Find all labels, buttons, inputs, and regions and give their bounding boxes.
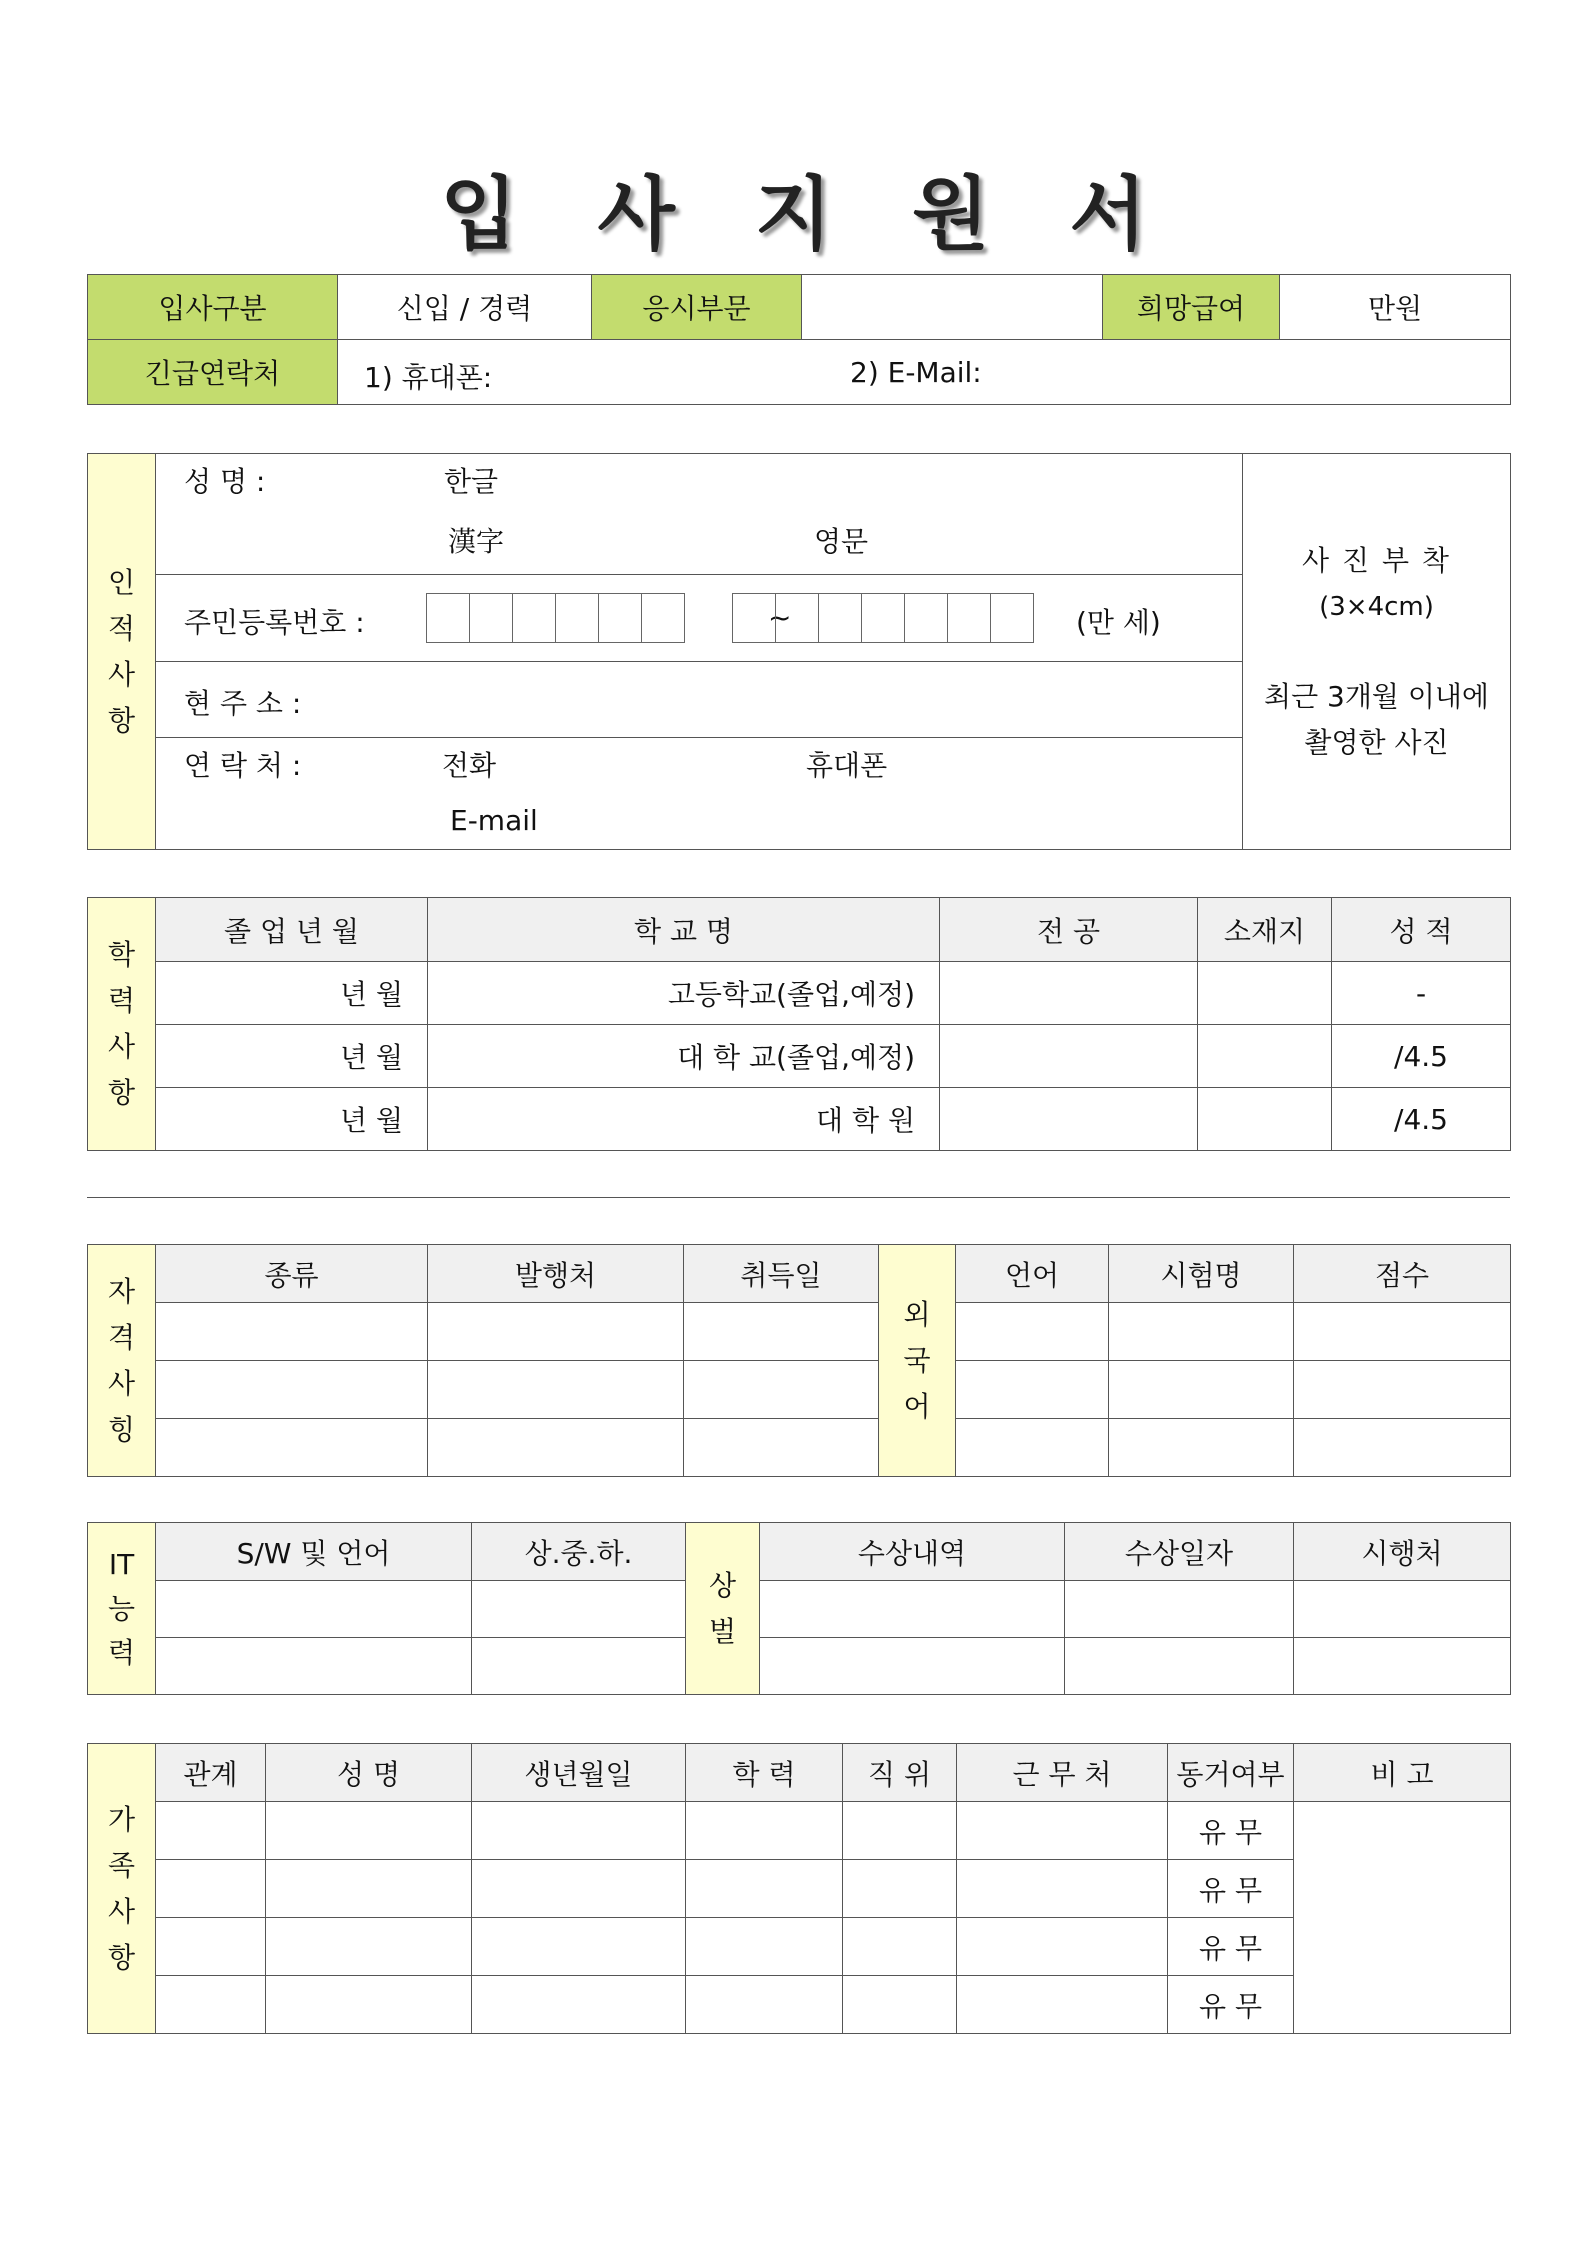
- it-cell[interactable]: [156, 1638, 472, 1695]
- award-cell[interactable]: [1294, 1638, 1511, 1695]
- table-row: [88, 1581, 1511, 1638]
- lang-cell[interactable]: [1109, 1303, 1294, 1361]
- table-row: [88, 1802, 1511, 1860]
- table-row: [88, 1361, 1511, 1419]
- address-label: 현 주 소 :: [184, 687, 302, 720]
- edu-date[interactable]: 년 월: [156, 962, 428, 1025]
- contact-label: 연 락 처 :: [184, 749, 302, 782]
- table-row: [88, 1303, 1511, 1361]
- family-cell[interactable]: [957, 1860, 1168, 1918]
- family-cell[interactable]: [472, 1802, 686, 1860]
- family-cell[interactable]: [156, 1976, 266, 2034]
- award-header-details: 수상내역: [760, 1523, 1065, 1581]
- lang-header-score: 점수: [1294, 1245, 1511, 1303]
- education-table: [87, 897, 1511, 1151]
- family-cell[interactable]: [686, 1802, 843, 1860]
- mobile-label: 휴대폰: [806, 749, 888, 782]
- edu-header-date: 졸 업 년 월: [156, 898, 428, 962]
- award-cell[interactable]: [1065, 1638, 1294, 1695]
- award-cell[interactable]: [760, 1581, 1065, 1638]
- family-table: [87, 1743, 1511, 2034]
- name-korean-label: 한글: [444, 465, 499, 498]
- family-header-cohabit: 동거여부: [1168, 1744, 1294, 1802]
- edu-location[interactable]: [1198, 962, 1332, 1025]
- license-header-date: 취득일: [684, 1245, 879, 1303]
- edu-major[interactable]: [940, 1088, 1198, 1151]
- photo-note-1: 최근 3개월 이내에: [1264, 679, 1489, 713]
- photo-note-2: 촬영한 사진: [1304, 725, 1449, 759]
- ssn-row: [156, 575, 1243, 662]
- salary-label: 희망급여: [1103, 275, 1280, 340]
- page-title: [0, 150, 1587, 265]
- family-cell[interactable]: [843, 1860, 957, 1918]
- edu-major[interactable]: [940, 1025, 1198, 1088]
- edu-school[interactable]: 대 학 교(졸업,예정): [428, 1025, 940, 1088]
- cohabit-option[interactable]: 유 무: [1168, 1976, 1294, 2034]
- photo-title: 사 진 부 착: [1302, 543, 1451, 577]
- cohabit-option[interactable]: 유 무: [1168, 1860, 1294, 1918]
- edu-grade[interactable]: -: [1332, 962, 1511, 1025]
- award-cell[interactable]: [1294, 1581, 1511, 1638]
- title-char: 원: [912, 168, 990, 261]
- family-cell[interactable]: [843, 1918, 957, 1976]
- license-cell[interactable]: [428, 1419, 684, 1477]
- family-cell[interactable]: [266, 1918, 472, 1976]
- name-hanja-label: 漢字: [448, 525, 505, 558]
- award-cell[interactable]: [1065, 1581, 1294, 1638]
- it-header-level: 상.중.하.: [472, 1523, 686, 1581]
- lang-header-test: 시험명: [1109, 1245, 1294, 1303]
- personal-section-label: 인적사항: [88, 454, 156, 850]
- table-row: [88, 1419, 1511, 1477]
- edu-header-major: 전 공: [940, 898, 1198, 962]
- photo-area[interactable]: [1243, 454, 1511, 850]
- salary-value[interactable]: 만원: [1280, 275, 1511, 340]
- license-header-type: 종류: [156, 1245, 428, 1303]
- photo-size: (3×4cm): [1319, 591, 1434, 622]
- education-section-label: 학력사항: [88, 898, 156, 1151]
- lang-cell[interactable]: [1294, 1419, 1511, 1477]
- license-cell[interactable]: [684, 1361, 879, 1419]
- personal-table: [87, 453, 1511, 850]
- license-cell[interactable]: [428, 1361, 684, 1419]
- family-header-name: 성 명: [266, 1744, 472, 1802]
- family-cell[interactable]: [472, 1976, 686, 2034]
- edu-major[interactable]: [940, 962, 1198, 1025]
- edu-date[interactable]: 년 월: [156, 1088, 428, 1151]
- it-award-table: [87, 1522, 1511, 1695]
- award-header-date: 수상일자: [1065, 1523, 1294, 1581]
- edu-location[interactable]: [1198, 1088, 1332, 1151]
- family-note-cell[interactable]: [1294, 1802, 1511, 2034]
- ssn-label: 주민등록번호 :: [184, 606, 365, 639]
- phone-label: 전화: [442, 749, 497, 782]
- family-header-position: 직 위: [843, 1744, 957, 1802]
- family-cell[interactable]: [472, 1860, 686, 1918]
- emergency-contact-label: 긴급연락처: [88, 340, 338, 405]
- family-cell[interactable]: [266, 1802, 472, 1860]
- age-label: (만 세): [1076, 606, 1161, 639]
- lang-cell[interactable]: [956, 1419, 1109, 1477]
- family-cell[interactable]: [156, 1802, 266, 1860]
- it-cell[interactable]: [472, 1638, 686, 1695]
- family-cell[interactable]: [957, 1802, 1168, 1860]
- name-row[interactable]: [156, 454, 1243, 575]
- family-header-note: 비 고: [1294, 1744, 1511, 1802]
- family-cell[interactable]: [686, 1976, 843, 2034]
- ssn-back-boxes[interactable]: [732, 593, 1034, 643]
- family-header-workplace: 근 무 처: [957, 1744, 1168, 1802]
- license-table: [87, 1244, 1511, 1477]
- license-cell[interactable]: [156, 1419, 428, 1477]
- license-header-issuer: 발행처: [428, 1245, 684, 1303]
- mobile-label: 1) 휴대폰:: [364, 361, 493, 394]
- family-section-label: 가족사항: [88, 1744, 156, 2034]
- lang-cell[interactable]: [1294, 1361, 1511, 1419]
- award-section-label: 상벌: [686, 1523, 760, 1695]
- ssn-separator: ~: [768, 601, 792, 634]
- family-cell[interactable]: [266, 1860, 472, 1918]
- family-cell[interactable]: [957, 1976, 1168, 2034]
- edu-grade[interactable]: /4.5: [1332, 1025, 1511, 1088]
- edu-header-grade: 성 적: [1332, 898, 1511, 962]
- edu-date[interactable]: 년 월: [156, 1025, 428, 1088]
- family-header-education: 학 력: [686, 1744, 843, 1802]
- it-cell[interactable]: [472, 1581, 686, 1638]
- award-header-issuer: 시행처: [1294, 1523, 1511, 1581]
- divider: [87, 1197, 1510, 1198]
- license-cell[interactable]: [428, 1303, 684, 1361]
- family-header-relation: 관계: [156, 1744, 266, 1802]
- family-header-birth: 생년월일: [472, 1744, 686, 1802]
- table-row: [88, 962, 1511, 1025]
- family-cell[interactable]: [156, 1918, 266, 1976]
- edu-header-location: 소재지: [1198, 898, 1332, 962]
- title-char: 사: [597, 168, 675, 261]
- license-section-label: 자격사힝: [88, 1245, 156, 1477]
- title-char: 지: [754, 168, 833, 261]
- family-cell[interactable]: [266, 1976, 472, 2034]
- cohabit-option[interactable]: 유 무: [1168, 1918, 1294, 1976]
- family-cell[interactable]: [957, 1918, 1168, 1976]
- dept-label: 응시부문: [592, 275, 802, 340]
- name-english-label: 영문: [814, 525, 869, 558]
- dept-value[interactable]: [802, 275, 1103, 340]
- address-row[interactable]: [156, 662, 1243, 738]
- license-cell[interactable]: [156, 1303, 428, 1361]
- edu-school[interactable]: 고등학교(졸업,예정): [428, 962, 940, 1025]
- edu-location[interactable]: [1198, 1025, 1332, 1088]
- header-table: [87, 274, 1511, 405]
- lang-cell[interactable]: [1109, 1419, 1294, 1477]
- family-cell[interactable]: [472, 1918, 686, 1976]
- award-cell[interactable]: [760, 1638, 1065, 1695]
- email-label: 2) E-Mail:: [850, 356, 982, 389]
- license-cell[interactable]: [684, 1303, 879, 1361]
- table-row: [88, 1638, 1511, 1695]
- family-cell[interactable]: [843, 1976, 957, 2034]
- table-row: [88, 1088, 1511, 1151]
- family-cell[interactable]: [843, 1802, 957, 1860]
- lang-cell[interactable]: [956, 1303, 1109, 1361]
- title-char: 입: [440, 168, 518, 261]
- language-section-label: 외국어: [879, 1245, 956, 1477]
- family-cell[interactable]: [156, 1860, 266, 1918]
- it-header-sw: S/W 및 언어: [156, 1523, 472, 1581]
- family-cell[interactable]: [686, 1918, 843, 1976]
- type-value[interactable]: 신입 / 경력: [338, 275, 592, 340]
- license-cell[interactable]: [684, 1419, 879, 1477]
- email-label: E-mail: [450, 804, 538, 837]
- it-section-label: IT 능력: [88, 1523, 156, 1695]
- lang-header-language: 언어: [956, 1245, 1109, 1303]
- name-label: 성 명 :: [184, 465, 266, 498]
- type-label: 입사구분: [88, 275, 338, 340]
- lang-cell[interactable]: [1109, 1361, 1294, 1419]
- lang-cell[interactable]: [1294, 1303, 1511, 1361]
- it-cell[interactable]: [156, 1581, 472, 1638]
- table-row: [88, 1025, 1511, 1088]
- edu-grade[interactable]: /4.5: [1332, 1088, 1511, 1151]
- license-cell[interactable]: [156, 1361, 428, 1419]
- lang-cell[interactable]: [956, 1361, 1109, 1419]
- emergency-contact-field[interactable]: [338, 340, 1511, 405]
- contact-row[interactable]: [156, 738, 1243, 850]
- ssn-front-boxes[interactable]: [426, 593, 685, 643]
- edu-header-school: 학 교 명: [428, 898, 940, 962]
- family-cell[interactable]: [686, 1860, 843, 1918]
- edu-school[interactable]: 대 학 원: [428, 1088, 940, 1151]
- cohabit-option[interactable]: 유 무: [1168, 1802, 1294, 1860]
- title-char: 서: [1069, 168, 1147, 261]
